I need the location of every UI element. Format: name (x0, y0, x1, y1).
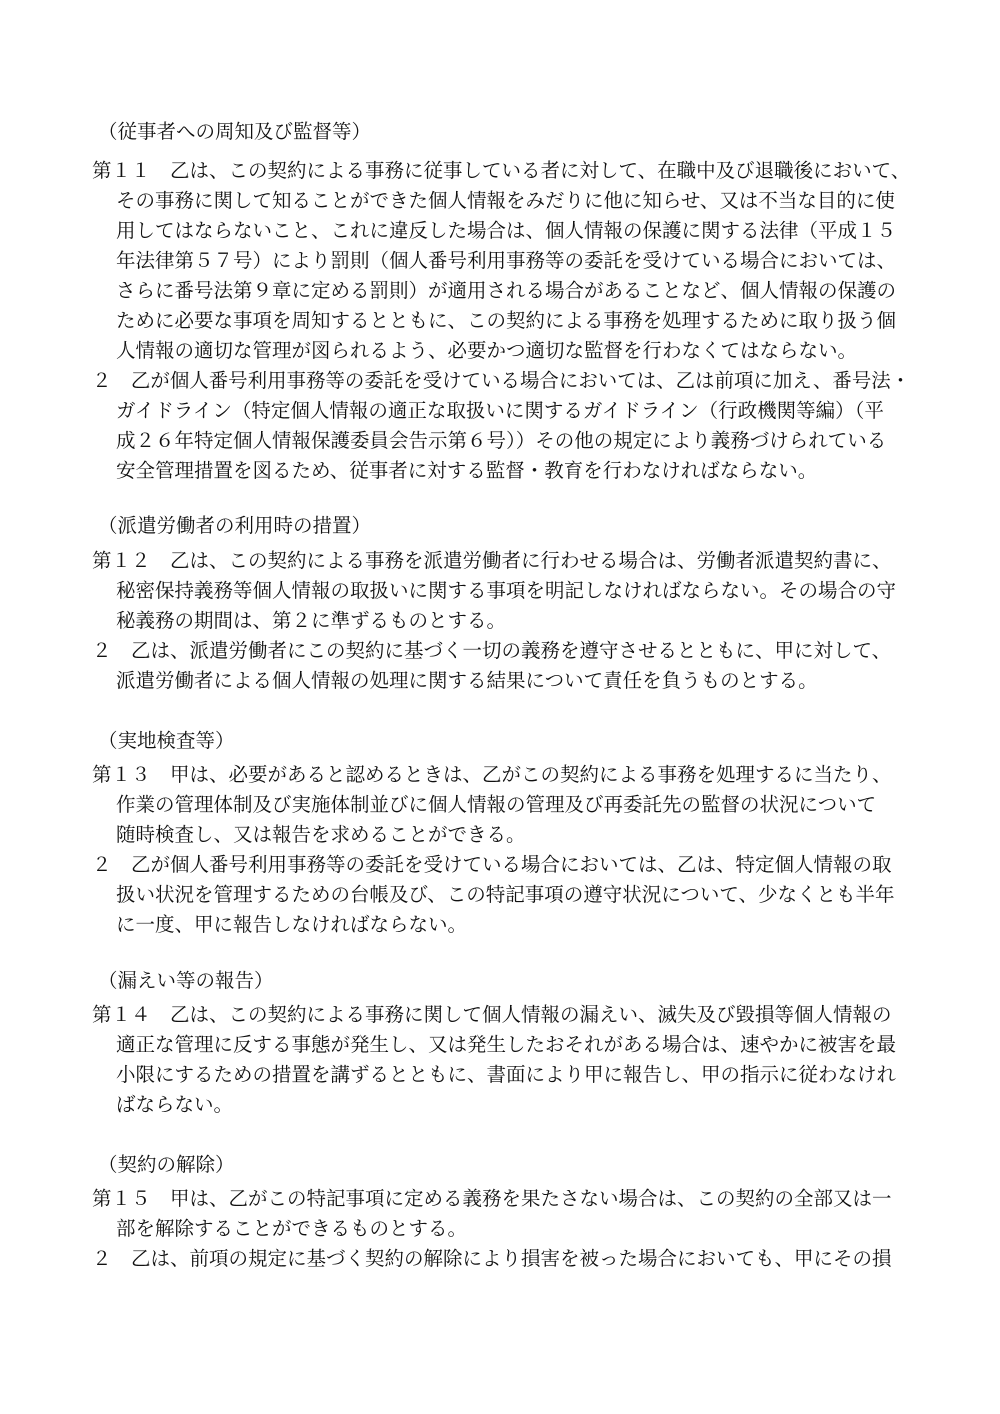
article-13-line: 作業の管理体制及び実施体制並びに個人情報の管理及び再委託先の監督の状況について (116, 793, 877, 816)
article-11-line: 人情報の適切な管理が図られるよう、必要かつ適切な監督を行わなくてはならない。 (116, 339, 858, 362)
section-heading: （漏えい等の報告） (98, 969, 274, 992)
article-11-line: 用してはならないこと、これに違反した場合は、個人情報の保護に関する法律（平成１５ (116, 219, 897, 242)
article-13-para2-line: に一度、甲に報告しなければならない。 (116, 913, 468, 936)
article-13-line: 随時検査し、又は報告を求めることができる。 (116, 823, 526, 846)
section-heading: （派遣労働者の利用時の措置） (98, 514, 372, 537)
article-14-line: ばならない。 (116, 1093, 234, 1116)
article-14-line: 適正な管理に反する事態が発生し、又は発生したおそれがある場合は、速やかに被害を最 (116, 1033, 897, 1056)
article-12-para2-line: ２ 乙は、派遣労働者にこの契約に基づく一切の義務を遵守させるとともに、甲に対して、 (92, 639, 892, 662)
article-11-para2-line: ２ 乙が個人番号利用事務等の委託を受けている場合においては、乙は前項に加え、番号法・ (92, 369, 911, 392)
section-heading: （契約の解除） (98, 1153, 235, 1176)
article-15-line: 部を解除することができるものとする。 (116, 1217, 468, 1240)
article-11-line: ために必要な事項を周知するとともに、この契約による事務を処理するために取り扱う個 (116, 309, 897, 332)
article-13-para2-line: 扱い状況を管理するための台帳及び、この特記事項の遵守状況について、少なくとも半年 (116, 883, 895, 906)
section-heading: （従事者への周知及び監督等） (98, 120, 372, 143)
article-14-line: 第１４ 乙は、この契約による事務に関して個人情報の漏えい、滅失及び毀損等個人情報の (92, 1003, 892, 1026)
article-13-line: 第１３ 甲は、必要があると認めるときは、乙がこの契約による事務を処理するに当たり、 (92, 763, 892, 786)
article-11-line: 第１１ 乙は、この契約による事務に従事している者に対して、在職中及び退職後において、 (92, 159, 911, 182)
article-11-line: 年法律第５７号）により罰則（個人番号利用事務等の委託を受けている場合においては、 (116, 249, 897, 272)
section-heading: （実地検査等） (98, 729, 235, 752)
article-11-para2-line: 安全管理措置を図るため、従事者に対する監督・教育を行わなければならない。 (116, 459, 818, 482)
article-12-line: 秘密保持義務等個人情報の取扱いに関する事項を明記しなければならない。その場合の守 (116, 579, 897, 602)
article-15-para2-line: ２ 乙は、前項の規定に基づく契約の解除により損害を被った場合においても、甲にその損 (92, 1247, 892, 1270)
article-12-line: 第１２ 乙は、この契約による事務を派遣労働者に行わせる場合は、労働者派遣契約書に、 (92, 549, 892, 572)
article-11-line: さらに番号法第９章に定める罰則）が適用される場合があることなど、個人情報の保護の (116, 279, 897, 302)
article-12-line: 秘義務の期間は、第２に準ずるものとする。 (116, 609, 507, 632)
article-11-para2-line: ガイドライン（特定個人情報の適正な取扱いに関するガイドライン（行政機関等編）（平 (116, 399, 884, 422)
article-11-line: その事務に関して知ることができた個人情報をみだりに他に知らせ、又は不当な目的に使 (116, 189, 895, 212)
article-13-para2-line: ２ 乙が個人番号利用事務等の委託を受けている場合においては、乙は、特定個人情報の取 (92, 853, 892, 876)
article-14-line: 小限にするための措置を講ずるとともに、書面により甲に報告し、甲の指示に従わなけれ (116, 1063, 897, 1086)
article-12-para2-line: 派遣労働者による個人情報の処理に関する結果について責任を負うものとする。 (116, 669, 818, 692)
article-11-para2-line: 成２６年特定個人情報保護委員会告示第６号））その他の規定により義務づけられている (116, 429, 887, 452)
article-15-line: 第１５ 甲は、乙がこの特記事項に定める義務を果たさない場合は、この契約の全部又は一 (92, 1187, 892, 1210)
